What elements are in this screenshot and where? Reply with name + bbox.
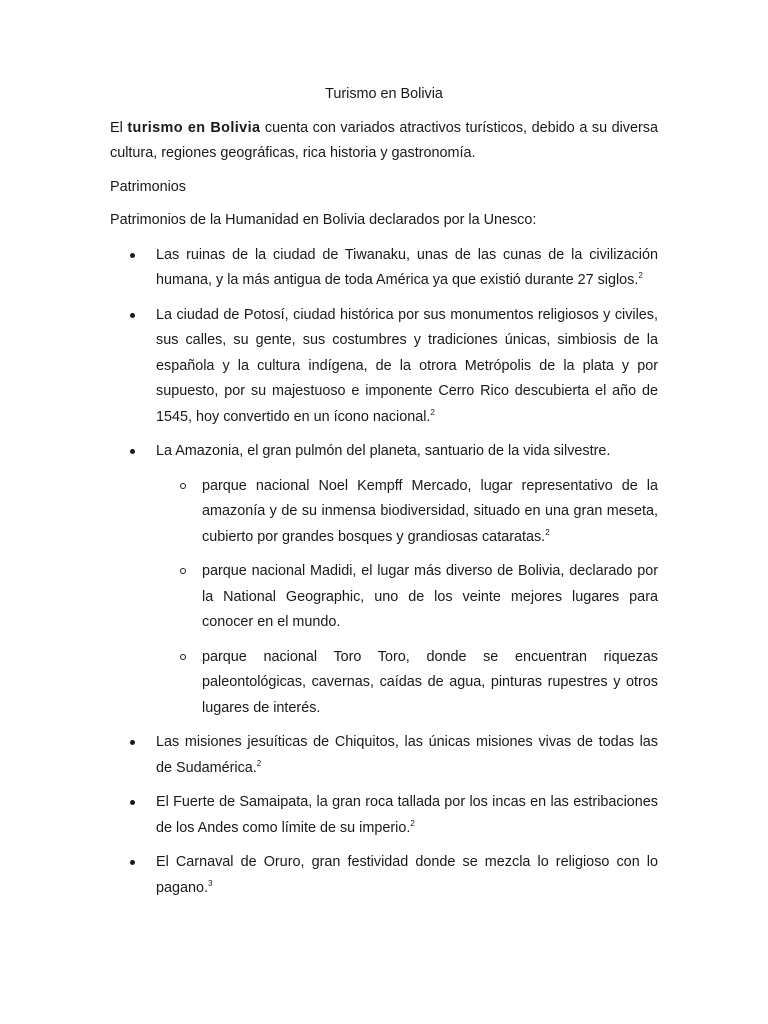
document-title: Turismo en Bolivia [325, 86, 443, 102]
list-item-text: La ciudad de Potosí, ciudad histórica por sus monumentos religiosos y civiles, sus calles, su gente, sus costumbres y tradiciones únicas, simbiosis de la española y la cultura indígena, de la otrora Metrópolis de la plata y por supuesto, por su majestuoso e imponente Cerro Rico descubierta el año de 1545, hoy convertido en un ícono nacional. [156, 306, 658, 425]
bullet-icon [130, 313, 135, 318]
intro-prefix: El [110, 119, 128, 136]
bullet-icon [130, 860, 135, 865]
list-item-text: Las misiones jesuíticas de Chiquitos, las únicas misiones vivas de todas las de Sudamérica. [156, 734, 658, 776]
hollow-bullet-icon [180, 568, 186, 574]
list-item [110, 730, 658, 781]
list-item [110, 243, 658, 294]
list-item-text: La Amazonia, el gran pulmón del planeta, santuario de la vida silvestre. [156, 443, 611, 459]
amazonia-sublist [156, 474, 658, 722]
bullet-icon [130, 253, 135, 258]
bullet-icon [130, 740, 135, 745]
sublist-item-text: parque nacional Toro Toro, donde se encuentran riquezas paleontológicas, cavernas, caídas de agua, pinturas rupestres y otros lugares de interés. [202, 648, 658, 716]
list-item-text: El Fuerte de Samaipata, la gran roca tallada por los incas en las estribaciones de los Andes como límite de su imperio. [156, 794, 658, 836]
list-item [110, 303, 658, 431]
bullet-icon [130, 449, 135, 454]
intro-bold-term: turismo en Bolivia [127, 119, 261, 136]
footnote-ref: 2 [256, 758, 262, 768]
hollow-bullet-icon [180, 654, 186, 660]
bullet-icon [130, 800, 135, 805]
list-item [110, 439, 658, 721]
subheading: Patrimonios de la Humanidad en Bolivia declarados por la Unesco: [110, 212, 537, 228]
intro-rest: cuenta con variados atractivos turísticos, debido a su diversa cultura, regiones geográficas, rica historia y gastronomía. [110, 119, 658, 161]
heritage-list [110, 243, 658, 902]
footnote-ref: 2 [545, 527, 550, 537]
list-item-text: El Carnaval de Oruro, gran festividad donde se mezcla lo religioso con lo pagano. [156, 854, 658, 896]
intro-paragraph [110, 116, 658, 167]
section-heading: Patrimonios [110, 178, 186, 195]
sublist-item [156, 474, 658, 551]
sublist-item [156, 559, 658, 636]
list-item [110, 850, 658, 901]
sublist-item-text: parque nacional Noel Kempff Mercado, lugar representativo de la amazonía y de su inmensa biodiversidad, situado en una gran meseta, cubierto por grandes bosques y grandiosas cataratas. [202, 477, 658, 545]
footnote-ref: 2 [410, 818, 415, 828]
hollow-bullet-icon [180, 483, 186, 489]
sublist-item-text: parque nacional Madidi, el lugar más diverso de Bolivia, declarado por la National Geographic, uno de los veinte mejores lugares para conocer en el mundo. [202, 563, 658, 630]
list-item-text: Las ruinas de la ciudad de Tiwanaku, unas de las cunas de la civilización humana, y la más antigua de toda América ya que existió durante 27 siglos. [156, 246, 658, 288]
footnote-ref: 2 [430, 407, 435, 417]
footnote-ref: 2 [638, 271, 643, 280]
list-item [110, 790, 658, 841]
sublist-item [156, 645, 658, 722]
footnote-ref: 3 [208, 878, 213, 888]
